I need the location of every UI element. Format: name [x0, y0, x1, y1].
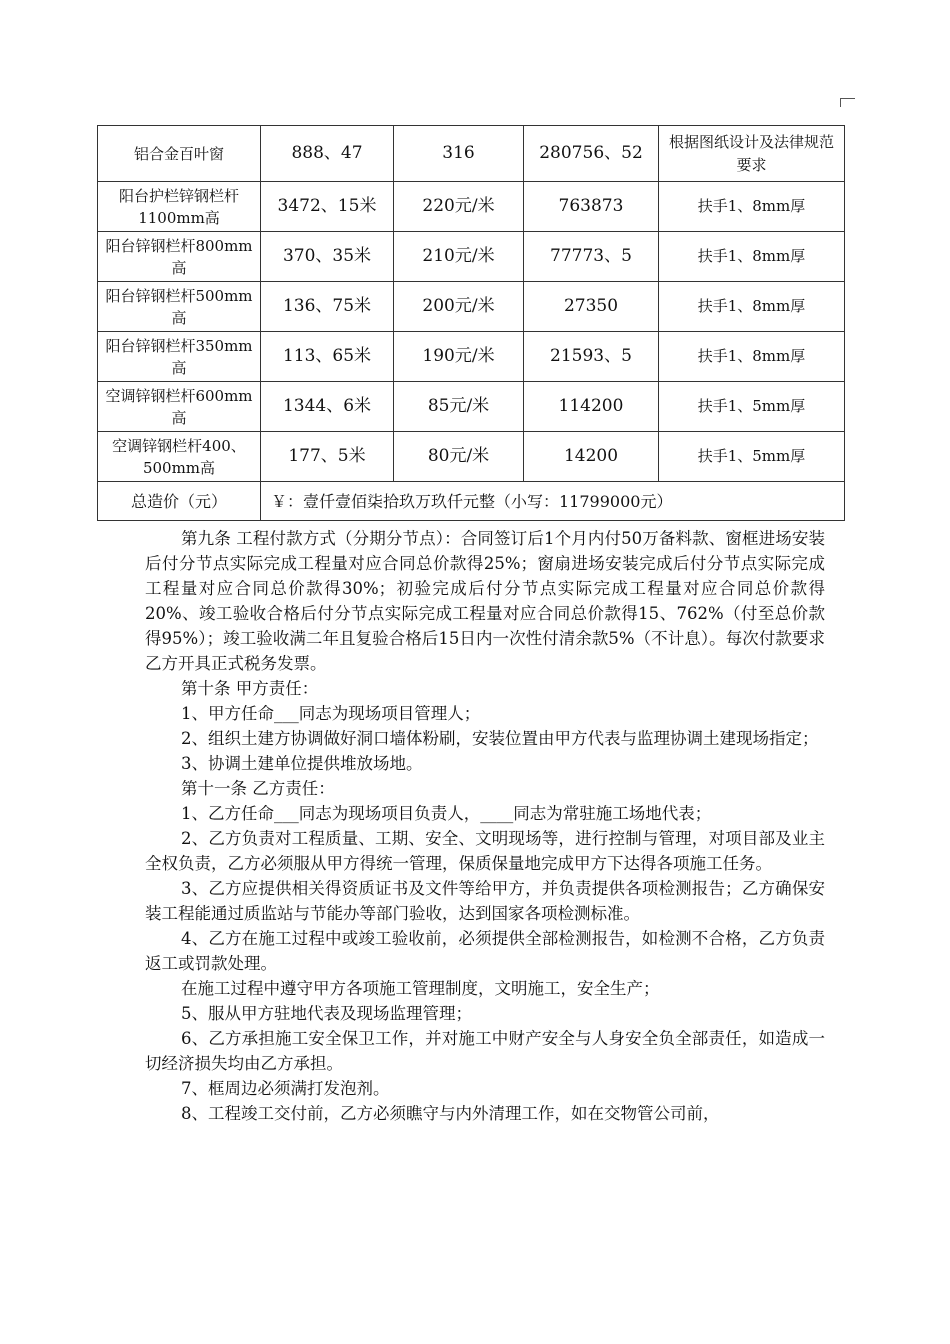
item-note: 扶手1、8mm厚: [659, 282, 845, 332]
table-row: [98, 182, 845, 232]
item-amount: 27350: [524, 282, 659, 332]
item-note: 扶手1、5mm厚: [659, 382, 845, 432]
clause-11-item: 2、乙方负责对工程质量、工期、安全、文明现场等，进行控制与管理，对项目部及业主全权负责，乙方必须服从甲方得统一管理，保质保量地完成甲方下达得各项施工任务。: [145, 829, 825, 873]
clause-11-item: 4、乙方在施工过程中或竣工验收前，必须提供全部检测报告，如检测不合格，乙方负责返工或罚款处理。: [145, 929, 825, 973]
clause-10-item: 1、甲方任命___同志为现场项目管理人；: [181, 704, 481, 723]
page-corner-mark: [840, 98, 855, 107]
table-row: [98, 232, 845, 282]
clause-11-heading: 第十一条 乙方责任：: [181, 779, 335, 798]
item-quantity: 113、65米: [261, 332, 394, 382]
item-quantity: 370、35米: [261, 232, 394, 282]
item-quantity: 3472、15米: [261, 182, 394, 232]
clause-11-item: 6、乙方承担施工安全保卫工作，并对施工中财产安全与人身安全负全部责任，如造成一切经济损失均由乙方承担。: [145, 1029, 825, 1073]
item-amount: 763873: [524, 182, 659, 232]
table-row: [98, 382, 845, 432]
item-note: 扶手1、8mm厚: [659, 332, 845, 382]
clause-11-item: 5、服从甲方驻地代表及现场监理管理；: [181, 1004, 472, 1023]
clause-11-item: 3、乙方应提供相关得资质证书及文件等给甲方，并负责提供各项检测报告；乙方确保安装工程能通过质监站与节能办等部门验收，达到国家各项检测标准。: [145, 879, 825, 923]
pricing-table: [97, 125, 845, 521]
clause-11-item: 在施工过程中遵守甲方各项施工管理制度，文明施工，安全生产；: [181, 979, 660, 998]
item-note: 扶手1、8mm厚: [659, 232, 845, 282]
item-name: 阳台锌钢栏杆500mm高: [98, 282, 261, 332]
clause-11-item: 7、框周边必须满打发泡剂。: [181, 1079, 390, 1098]
clause-9-payment: 第九条 工程付款方式（分期分节点）：合同签订后1个月内付50万备料款、窗框进场安装后付分节点实际完成工程量对应合同总价款得25%；窗扇进场安装完成后付分节点实际完成工程量对应合同总价款得30%；初验完成后付分节点实际完成工程量对应合同总价款得20%、竣工验收合格后付分节点实际完成工程量对应合同总价款得15、762%（付至总价款得95%）；竣工验收满二年且复验合格后15日内一次性付清余款5%（不计息）。每次付款要求乙方开具正式税务发票。: [145, 529, 825, 673]
item-unit-price: 80元/米: [394, 432, 524, 482]
item-quantity: 1344、6米: [261, 382, 394, 432]
item-unit-price: 190元/米: [394, 332, 524, 382]
item-unit-price: 316: [394, 126, 524, 182]
item-note: 扶手1、5mm厚: [659, 432, 845, 482]
item-unit-price: 210元/米: [394, 232, 524, 282]
total-value: ￥：壹仟壹佰柒拾玖万玖仟元整（小写：11799000元）: [261, 482, 845, 521]
item-name: 阳台锌钢栏杆800mm高: [98, 232, 261, 282]
contract-body: [145, 526, 825, 1126]
table-row: [98, 332, 845, 382]
clause-10-heading: 第十条 甲方责任：: [181, 679, 319, 698]
item-note: 根据图纸设计及法律规范要求: [659, 126, 845, 182]
item-name: 阳台锌钢栏杆350mm高: [98, 332, 261, 382]
item-amount: 114200: [524, 382, 659, 432]
clause-10-item: 2、组织土建方协调做好洞口墙体粉刷，安装位置由甲方代表与监理协调土建现场指定；: [181, 729, 819, 748]
item-quantity: 888、47: [261, 126, 394, 182]
item-quantity: 136、75米: [261, 282, 394, 332]
clause-11-item: 1、乙方任命___同志为现场项目负责人，____同志为常驻施工场地代表；: [181, 804, 712, 823]
item-unit-price: 85元/米: [394, 382, 524, 432]
clause-10-item: 3、协调土建单位提供堆放场地。: [181, 754, 423, 773]
item-amount: 21593、5: [524, 332, 659, 382]
total-label: 总造价（元）: [98, 482, 261, 521]
item-unit-price: 200元/米: [394, 282, 524, 332]
total-row: [98, 482, 845, 521]
item-quantity: 177、5米: [261, 432, 394, 482]
item-amount: 14200: [524, 432, 659, 482]
item-amount: 280756、52: [524, 126, 659, 182]
item-note: 扶手1、8mm厚: [659, 182, 845, 232]
table-row: [98, 432, 845, 482]
item-name: 空调锌钢栏杆600mm高: [98, 382, 261, 432]
item-unit-price: 220元/米: [394, 182, 524, 232]
item-name: 铝合金百叶窗: [98, 126, 261, 182]
item-name: 阳台护栏锌钢栏杆1100mm高: [98, 182, 261, 232]
item-name: 空调锌钢栏杆400、500mm高: [98, 432, 261, 482]
table-row: [98, 282, 845, 332]
clause-11-item: 8、工程竣工交付前，乙方必须瞧守与内外清理工作，如在交物管公司前，: [181, 1104, 720, 1123]
table-row: [98, 126, 845, 182]
item-amount: 77773、5: [524, 232, 659, 282]
